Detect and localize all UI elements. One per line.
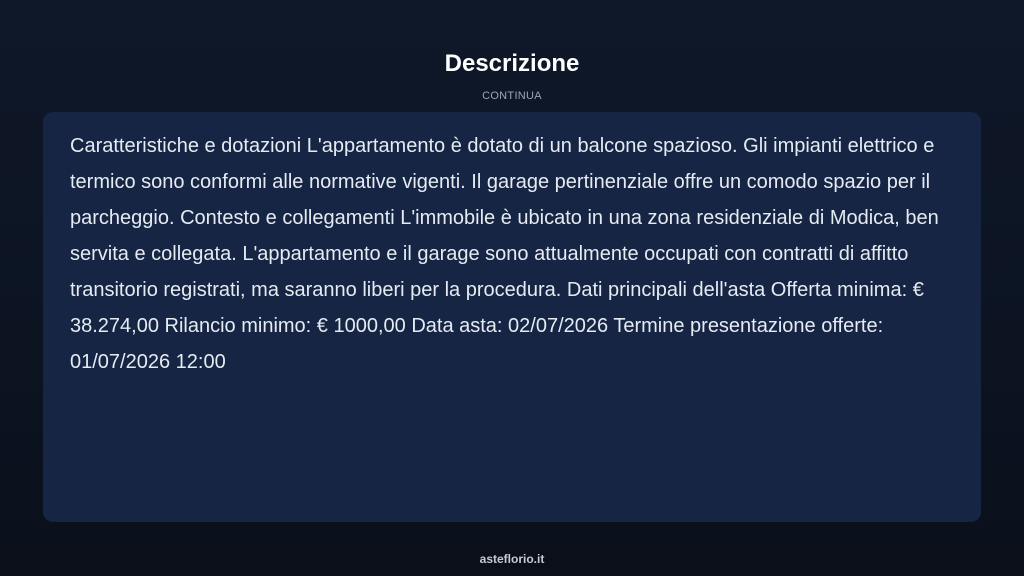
continue-label: CONTINUA <box>482 90 542 102</box>
description-card <box>43 112 981 522</box>
description-text: Caratteristiche e dotazioni L'appartamento è dotato di un balcone spazioso. Gli impianti elettrico e termico sono conformi alle normative vigenti. Il garage pertinenziale offre un comodo spazio per il parcheggio. Contesto e collegamenti L'immobile è ubicato in una zona residenziale di Modica, ben servita e collegata. L'appartamento e il garage sono attualmente occupati con contratti di affitto transitorio registrati, ma saranno liberi per la procedura. Dati principali dell'asta Offerta minima: € 38.274,00 Rilancio minimo: € 1000,00 Data asta: 02/07/2026 Termine presentazione offerte: 01/07/2026 12:00 <box>70 135 939 373</box>
page-title: Descrizione <box>444 50 580 77</box>
footer-site-name: asteflorio.it <box>479 552 545 566</box>
footer-bar <box>0 544 1024 576</box>
